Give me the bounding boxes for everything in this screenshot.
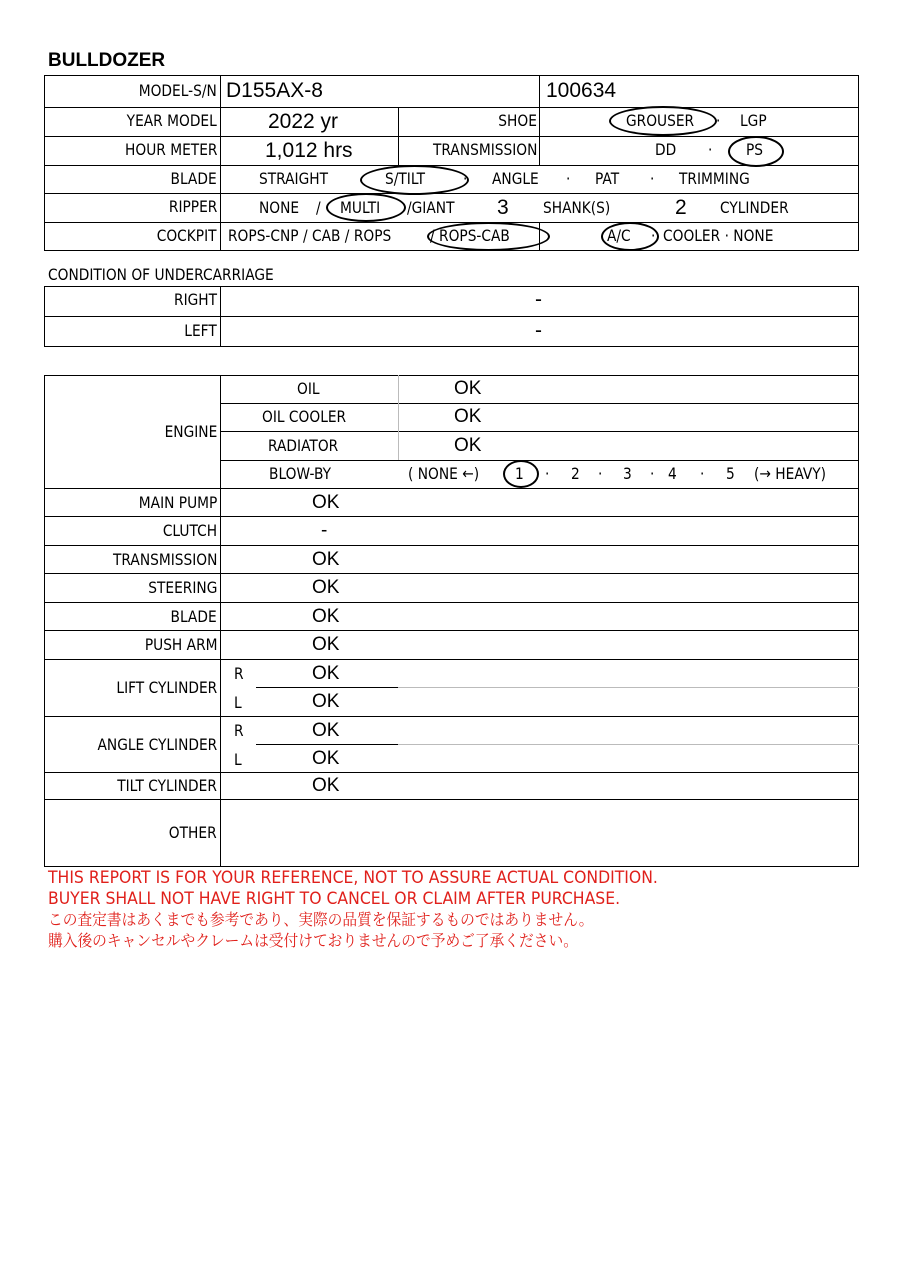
ripper-cylinder-count: 2 [675, 196, 687, 219]
engine-oil-value: OK [454, 378, 482, 399]
blade-option-s-tilt: S/TILT [385, 169, 426, 188]
blade-option-pat: PAT [595, 169, 620, 188]
transmission-label: TRANSMISSION [112, 550, 217, 569]
tilt-cylinder-value: OK [312, 775, 340, 796]
shoe-option-grouser: GROUSER [626, 111, 695, 130]
lift-cylinder-label: LIFT CYLINDER [116, 678, 217, 697]
blowby-scale-4: 4 [668, 464, 677, 483]
push-arm-label: PUSH ARM [144, 635, 217, 654]
other-label: OTHER [169, 823, 217, 842]
disclaimer-line-4: 購入後のキャンセルやクレームは受付けておりませんので予めご了承ください。 [48, 931, 578, 950]
selection-circle-ps [728, 136, 784, 167]
cockpit-option-cooler-none: COOLER · NONE [663, 226, 774, 245]
blowby-scale-3: 3 [623, 464, 632, 483]
ripper-shank-label: SHANK(S) [543, 198, 611, 217]
steering-label: STEERING [147, 578, 217, 597]
undercarriage-right-label: RIGHT [173, 290, 217, 309]
lift-cylinder-l-label: L [234, 693, 242, 712]
ripper-label: RIPPER [168, 197, 217, 216]
ripper-option-none: NONE [259, 198, 300, 217]
selection-circle-grouser [609, 106, 717, 136]
blowby-scale-separator: · [650, 464, 655, 483]
blade-separator: · [463, 169, 468, 188]
angle-cylinder-r-label: R [234, 721, 244, 740]
ripper-separator: / [316, 198, 321, 217]
undercarriage-left-label: LEFT [184, 321, 217, 340]
hour-meter-label: HOUR METER [124, 140, 217, 159]
shoe-option-lgp: LGP [740, 111, 767, 130]
blowby-scale-1: 1 [515, 464, 524, 483]
form-title: BULLDOZER [48, 50, 166, 71]
shoe-label: SHOE [498, 111, 537, 130]
engine-oil-label: OIL [297, 379, 320, 398]
transmission-type-label: TRANSMISSION [432, 140, 537, 159]
blowby-scale-separator: · [598, 464, 603, 483]
blowby-scale-5: 5 [726, 464, 735, 483]
undercarriage-right-value: - [535, 288, 542, 311]
blade-separator: · [566, 169, 571, 188]
cockpit-options-text: ROPS-CNP / CAB / ROPS [228, 226, 392, 245]
engine-blowby-label: BLOW-BY [269, 464, 332, 483]
hour-meter-value: 1,012 hrs [265, 139, 353, 162]
blowby-scale-separator: · [545, 464, 550, 483]
engine-oil-cooler-value: OK [454, 406, 482, 427]
engine-oil-cooler-label: OIL COOLER [262, 407, 347, 426]
transmission-separator: · [708, 140, 713, 159]
model-sn-label: MODEL-S/N [138, 81, 217, 100]
disclaimer-line-3: この査定書はあくまでも参考であり、実際の品質を保証するものではありません。 [48, 910, 594, 929]
undercarriage-heading: CONDITION OF UNDERCARRIAGE [48, 265, 274, 284]
transmission-option-ps: PS [746, 140, 764, 159]
shoe-separator: · [716, 111, 721, 130]
blowby-scale-heavy: (→ HEAVY) [754, 464, 827, 483]
selection-circle-s-tilt [360, 165, 469, 195]
year-model-label: YEAR MODEL [126, 111, 217, 130]
lift-cylinder-r-label: R [234, 664, 244, 683]
clutch-value: - [321, 520, 328, 541]
push-arm-value: OK [312, 634, 340, 655]
selection-circle-multi [326, 193, 406, 222]
transmission-value: OK [312, 549, 340, 570]
engine-label: ENGINE [164, 422, 217, 441]
main-pump-label: MAIN PUMP [138, 493, 217, 512]
blade-separator: · [650, 169, 655, 188]
ripper-option-giant: /GIANT [407, 198, 455, 217]
ripper-shank-count: 3 [497, 196, 509, 219]
angle-cylinder-label: ANGLE CYLINDER [97, 735, 217, 754]
selection-circle-ac [601, 222, 659, 251]
cockpit-label: COCKPIT [157, 226, 217, 245]
angle-cylinder-l-label: L [234, 750, 242, 769]
lift-cylinder-r-value: OK [312, 663, 340, 684]
disclaimer-line-1: THIS REPORT IS FOR YOUR REFERENCE, NOT TO ASSURE ACTUAL CONDITION. [48, 868, 658, 888]
engine-radiator-value: OK [454, 435, 482, 456]
tilt-cylinder-label: TILT CYLINDER [117, 776, 217, 795]
blade-option-trimming: TRIMMING [679, 169, 750, 188]
blade-check-value: OK [312, 606, 340, 627]
lift-cylinder-l-value: OK [312, 691, 340, 712]
blade-option-angle: ANGLE [492, 169, 539, 188]
blowby-scale-none: ( NONE ←) [408, 464, 480, 483]
selection-circle-rops-cab [427, 222, 550, 251]
cockpit-option-ac: A/C [607, 226, 631, 245]
undercarriage-left-value: - [535, 319, 542, 342]
blade-check-label: BLADE [170, 607, 217, 626]
blowby-scale-separator: · [700, 464, 705, 483]
cockpit-separator: · [651, 226, 656, 245]
blade-option-straight: STRAIGHT [259, 169, 329, 188]
clutch-label: CLUTCH [162, 521, 217, 540]
year-model-value: 2022 yr [268, 110, 339, 133]
steering-value: OK [312, 577, 340, 598]
cockpit-option-rops-cab: / ROPS-CAB [430, 226, 510, 245]
main-pump-value: OK [312, 492, 340, 513]
model-value: D155AX-8 [226, 79, 323, 102]
blade-label: BLADE [170, 169, 217, 188]
angle-cylinder-l-value: OK [312, 748, 340, 769]
blowby-scale-2: 2 [571, 464, 580, 483]
ripper-option-multi: MULTI [340, 198, 381, 217]
selection-circle-blowby-1 [503, 460, 539, 488]
serial-number-value: 100634 [546, 79, 617, 102]
transmission-option-dd: DD [655, 140, 677, 159]
ripper-cylinder-label: CYLINDER [720, 198, 789, 217]
disclaimer-line-2: BUYER SHALL NOT HAVE RIGHT TO CANCEL OR CLAIM AFTER PURCHASE. [48, 889, 621, 909]
angle-cylinder-r-value: OK [312, 720, 340, 741]
engine-radiator-label: RADIATOR [268, 436, 339, 455]
